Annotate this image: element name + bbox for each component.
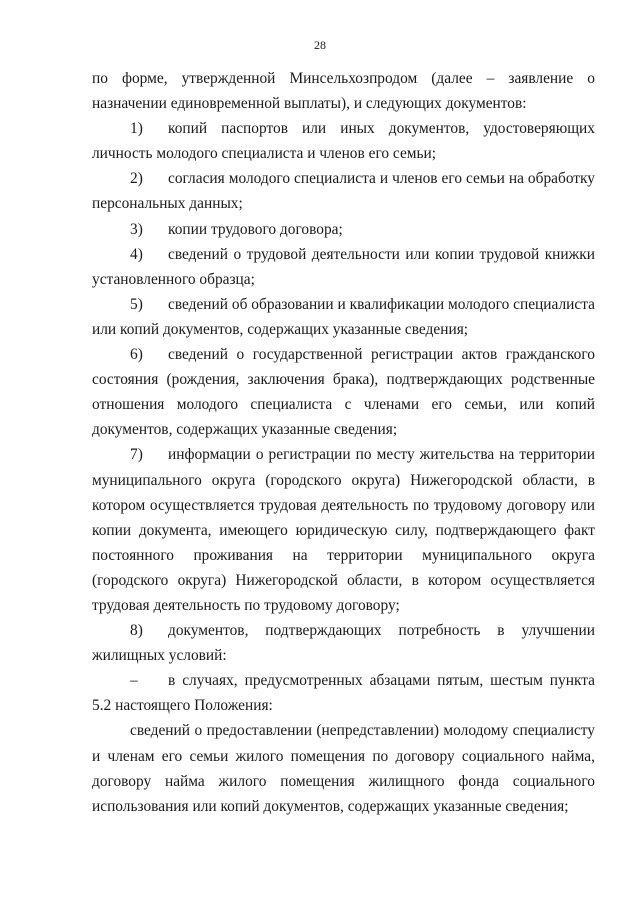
dash-item-text: в случаях, предусмотренных абзацами пятым, шестым пункта 5.2 настоящего Положения: — [92, 672, 595, 715]
paragraph-social-housing — [92, 718, 595, 818]
list-item-text: сведений об образовании и квалификации молодого специалиста или копий документов, содержащих указанные сведения; — [92, 295, 595, 338]
list-item-7 — [92, 442, 595, 618]
list-marker: 1) — [130, 120, 143, 138]
list-item-text: сведений о государственной регистрации актов гражданского состояния (рождения, заключения брака), подтверждающих родственные отношения молодого специалиста с членами его семьи, или копий документов, содержащих указанные сведения; — [92, 346, 595, 439]
document-body — [92, 66, 595, 819]
list-item-text: согласия молодого специалиста и членов его семьи на обработку персональных данных; — [92, 170, 595, 213]
list-item-text: копий паспортов или иных документов, удостоверяющих личность молодого специалиста и членов его семьи; — [92, 120, 595, 163]
dash-item — [92, 668, 595, 718]
list-marker: 2) — [130, 170, 143, 188]
list-item-text: информации о регистрации по месту жительства на территории муниципального округа (городского округа) Нижегородской области, в котором осуществляется трудовая деятельность по трудовому договору или копии документа, имеющего юридическую силу, подтверждающего факт постоянного проживания на территории муниципального округа (городского округа) Нижегородской области, в котором осуществляется трудовая деятельность по трудовому договору; — [92, 446, 595, 614]
page-number: 28 — [314, 38, 326, 52]
list-marker: 5) — [130, 295, 143, 313]
dash-marker: – — [130, 672, 138, 690]
list-item-text: копии трудового договора; — [168, 220, 343, 238]
list-item-text: сведений о трудовой деятельности или копии трудовой книжки установленного образца; — [92, 245, 595, 288]
list-item-3 — [92, 217, 595, 242]
list-marker: 6) — [130, 346, 143, 364]
list-marker: 7) — [130, 446, 143, 464]
paragraph-intro-continuation — [92, 66, 595, 116]
list-marker: 3) — [130, 220, 143, 238]
paragraph-text: по форме, утвержденной Минсельхозпродом (далее – заявление о назначении единовременной выплаты), и следующих документов: — [92, 70, 595, 113]
list-item-text: документов, подтверждающих потребность в улучшении жилищных условий: — [92, 622, 595, 665]
list-item-6 — [92, 342, 595, 442]
list-item-4 — [92, 242, 595, 292]
list-marker: 8) — [130, 622, 143, 640]
list-item-8 — [92, 618, 595, 668]
list-item-5 — [92, 292, 595, 342]
list-marker: 4) — [130, 245, 143, 263]
list-item-2 — [92, 166, 595, 216]
list-item-1 — [92, 116, 595, 166]
paragraph-text: сведений о предоставлении (непредставлении) молодому специалисту и членам его семьи жилого помещения по договору социального найма, договору найма жилого помещения жилищного фонда социального использования или копий документов, содержащих указанные сведения; — [92, 722, 595, 815]
